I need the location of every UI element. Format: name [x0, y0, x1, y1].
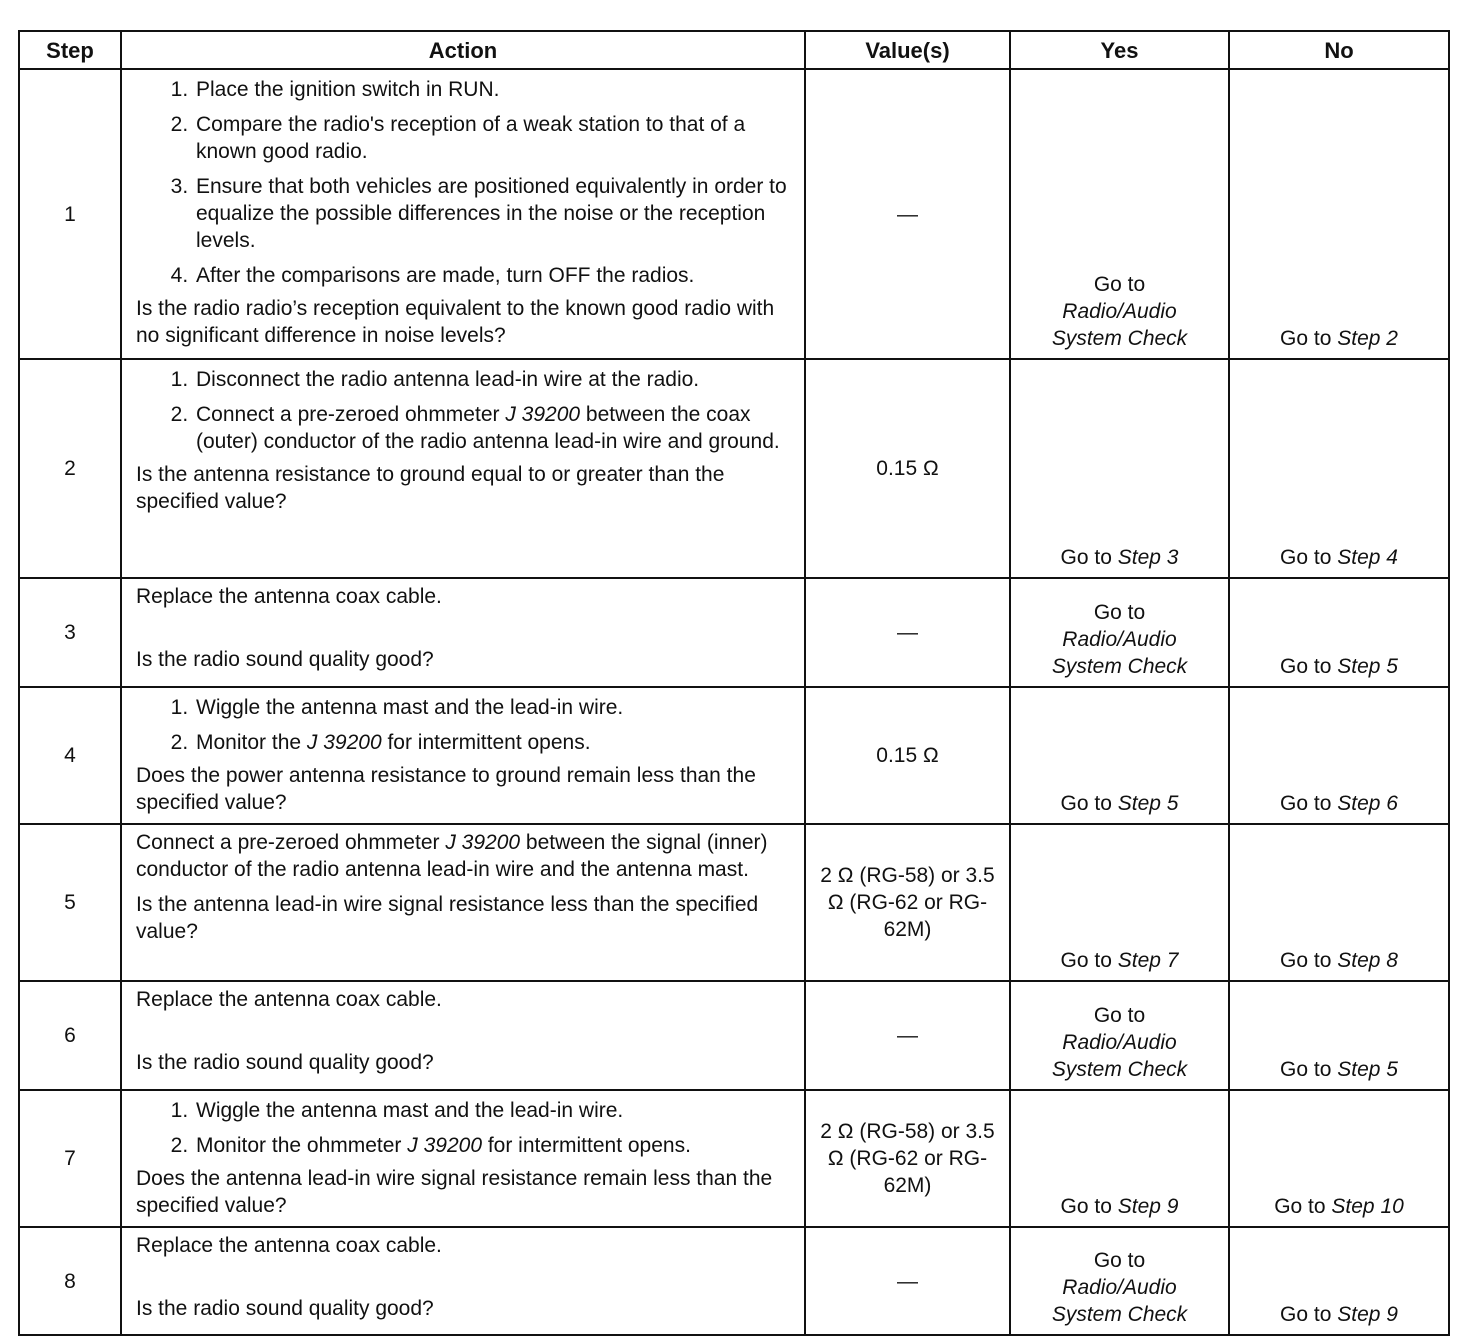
- yes-cell: [1010, 359, 1229, 578]
- goto-prefix: Go to: [1280, 1303, 1332, 1326]
- goto-prefix: Go to: [1060, 546, 1112, 569]
- value-cell: 0.15 Ω: [805, 359, 1010, 578]
- substep-item: 3. Ensure that both vehicles are positioned equivalently in order to equalize the possible differences in the noise or the reception levels.: [194, 173, 794, 254]
- action-cell: [121, 687, 805, 824]
- action-text: Connect a pre-zeroed ohmmeter J 39200 between the signal (inner) conductor of the radio antenna lead-in wire and the antenna mast.: [136, 831, 768, 881]
- step-number: 8: [19, 1227, 121, 1335]
- table-row: [19, 578, 1449, 687]
- goto-prefix: Go to: [1060, 949, 1112, 972]
- header-yes: Yes: [1010, 31, 1229, 69]
- goto-target: Step 4: [1337, 546, 1398, 569]
- goto-target: Step 10: [1331, 1195, 1404, 1218]
- question-text: Does the power antenna resistance to ground remain less than the specified value?: [136, 764, 756, 814]
- goto-target: Step 9: [1117, 1195, 1179, 1218]
- yes-cell: [1010, 578, 1229, 687]
- goto-target: System Check: [1051, 655, 1188, 678]
- yes-cell: [1010, 981, 1229, 1090]
- substep-item: 1. Place the ignition switch in RUN.: [194, 76, 794, 103]
- step-number: 6: [19, 981, 121, 1090]
- substep-item: 2. Monitor the ohmmeter J 39200 for intermittent opens.: [194, 1132, 794, 1159]
- goto-prefix: Go to: [1280, 546, 1332, 569]
- tool-reference: J 39200: [306, 731, 382, 754]
- no-cell: [1229, 1227, 1449, 1335]
- goto-target: Step 3: [1117, 546, 1179, 569]
- table-row: [19, 981, 1449, 1090]
- step-number: 5: [19, 824, 121, 981]
- no-cell: [1229, 69, 1449, 359]
- yes-cell: [1010, 824, 1229, 981]
- no-cell: [1229, 359, 1449, 578]
- step-number: 2: [19, 359, 121, 578]
- yes-goto: [1061, 546, 1179, 569]
- no-goto: [1274, 1195, 1404, 1218]
- value-cell: —: [805, 69, 1010, 359]
- substep-item: 2. Compare the radio's reception of a weak station to that of a known good radio.: [194, 111, 794, 165]
- goto-prefix: Go to: [1280, 949, 1332, 972]
- goto-prefix: Go to: [1093, 273, 1146, 296]
- substep-item: 2. Monitor the J 39200 for intermittent opens.: [194, 729, 794, 756]
- spacer: [136, 1013, 794, 1049]
- no-goto: [1280, 792, 1398, 815]
- yes-cell: [1010, 687, 1229, 824]
- goto-prefix: Go to: [1093, 1004, 1146, 1027]
- table-row: [19, 687, 1449, 824]
- question-text: Is the antenna resistance to ground equal to or greater than the specified value?: [136, 463, 725, 513]
- value-cell: —: [805, 578, 1010, 687]
- substep-item: 2. Connect a pre-zeroed ohmmeter J 39200 between the coax (outer) conductor of the radio antenna lead-in wire and ground.: [194, 401, 794, 455]
- goto-target: System Check: [1051, 1303, 1188, 1326]
- substep-item: 1. Wiggle the antenna mast and the lead-in wire.: [194, 694, 794, 721]
- no-goto: [1280, 655, 1398, 678]
- substep-list: [136, 1097, 794, 1159]
- no-cell: [1229, 824, 1449, 981]
- goto-prefix: Go to: [1280, 327, 1332, 350]
- no-cell: [1229, 981, 1449, 1090]
- value-cell: —: [805, 981, 1010, 1090]
- goto-prefix: Go to: [1280, 1058, 1332, 1081]
- action-cell: [121, 981, 805, 1090]
- goto-target: Step 7: [1117, 949, 1179, 972]
- action-cell: [121, 578, 805, 687]
- action-cell: [121, 1227, 805, 1335]
- tool-reference: J 39200: [445, 831, 521, 854]
- yes-goto: [1061, 1195, 1179, 1218]
- header-action: Action: [121, 31, 805, 69]
- goto-target: Radio/Audio: [1062, 300, 1177, 323]
- goto-target: System Check: [1051, 1058, 1188, 1081]
- question-text: Is the radio sound quality good?: [136, 1051, 434, 1074]
- no-goto: [1280, 1303, 1398, 1326]
- value-cell: 2 Ω (RG-58) or 3.5 Ω (RG-62 or RG-62M): [805, 1090, 1010, 1227]
- goto-target: Step 6: [1337, 792, 1398, 815]
- step-number: 7: [19, 1090, 121, 1227]
- action-cell: [121, 359, 805, 578]
- action-cell: [121, 824, 805, 981]
- goto-target: Step 5: [1337, 1058, 1398, 1081]
- yes-goto: [1061, 949, 1179, 972]
- goto-prefix: Go to: [1093, 1249, 1146, 1272]
- goto-target: Step 2: [1337, 327, 1398, 350]
- tool-reference: J 39200: [505, 403, 581, 426]
- yes-cell: [1010, 1090, 1229, 1227]
- question-text: Does the antenna lead-in wire signal resistance remain less than the specified value?: [136, 1167, 773, 1217]
- goto-prefix: Go to: [1280, 655, 1332, 678]
- action-text: Replace the antenna coax cable.: [136, 988, 442, 1011]
- table-row: [19, 69, 1449, 359]
- tool-reference: J 39200: [407, 1134, 482, 1157]
- substep-item: 1. Wiggle the antenna mast and the lead-in wire.: [194, 1097, 794, 1124]
- question-text: Is the antenna lead-in wire signal resistance less than the specified value?: [136, 893, 759, 943]
- table-row: [19, 1227, 1449, 1335]
- no-cell: [1229, 687, 1449, 824]
- goto-target: Step 9: [1337, 1303, 1398, 1326]
- no-goto: [1280, 1058, 1398, 1081]
- goto-prefix: Go to: [1060, 792, 1112, 815]
- substep-item: 1. Disconnect the radio antenna lead-in wire at the radio.: [194, 366, 794, 393]
- header-values: Value(s): [805, 31, 1010, 69]
- header-row: [19, 31, 1449, 69]
- goto-target: Step 5: [1337, 655, 1398, 678]
- question-text: Is the radio sound quality good?: [136, 1297, 434, 1320]
- goto-target: Step 5: [1117, 792, 1179, 815]
- goto-prefix: Go to: [1280, 792, 1332, 815]
- yes-cell: [1010, 1227, 1229, 1335]
- table-row: [19, 359, 1449, 578]
- spacer: [136, 610, 794, 646]
- action-text: Replace the antenna coax cable.: [136, 585, 442, 608]
- goto-prefix: Go to: [1060, 1195, 1112, 1218]
- no-goto: [1280, 546, 1398, 569]
- substep-list: [136, 76, 794, 289]
- diagnostic-table: [18, 30, 1450, 1336]
- no-goto: [1280, 327, 1398, 350]
- goto-target: Step 8: [1337, 949, 1398, 972]
- question-text: Is the radio radio’s reception equivalent to the known good radio with no significant difference in noise levels?: [136, 297, 775, 347]
- action-text: Replace the antenna coax cable.: [136, 1234, 442, 1257]
- no-cell: [1229, 1090, 1449, 1227]
- action-cell: [121, 69, 805, 359]
- yes-goto: [1061, 792, 1179, 815]
- goto-target: System Check: [1051, 327, 1188, 350]
- goto-prefix: Go to: [1274, 1195, 1326, 1218]
- header-step: Step: [19, 31, 121, 69]
- goto-target: Radio/Audio: [1062, 628, 1177, 651]
- goto-target: Radio/Audio: [1062, 1031, 1177, 1054]
- no-cell: [1229, 578, 1449, 687]
- substep-item: 4. After the comparisons are made, turn OFF the radios.: [194, 262, 794, 289]
- action-cell: [121, 1090, 805, 1227]
- yes-cell: [1010, 69, 1229, 359]
- spacer: [136, 1259, 794, 1295]
- value-cell: —: [805, 1227, 1010, 1335]
- question-text: Is the radio sound quality good?: [136, 648, 434, 671]
- goto-target: Radio/Audio: [1062, 1276, 1177, 1299]
- value-cell: 2 Ω (RG-58) or 3.5 Ω (RG-62 or RG-62M): [805, 824, 1010, 981]
- step-number: 4: [19, 687, 121, 824]
- header-no: No: [1229, 31, 1449, 69]
- step-number: 1: [19, 69, 121, 359]
- value-cell: 0.15 Ω: [805, 687, 1010, 824]
- substep-list: [136, 694, 794, 756]
- substep-list: [136, 366, 794, 455]
- goto-prefix: Go to: [1093, 601, 1146, 624]
- table-row: [19, 1090, 1449, 1227]
- table-row: [19, 824, 1449, 981]
- step-number: 3: [19, 578, 121, 687]
- no-goto: [1280, 949, 1398, 972]
